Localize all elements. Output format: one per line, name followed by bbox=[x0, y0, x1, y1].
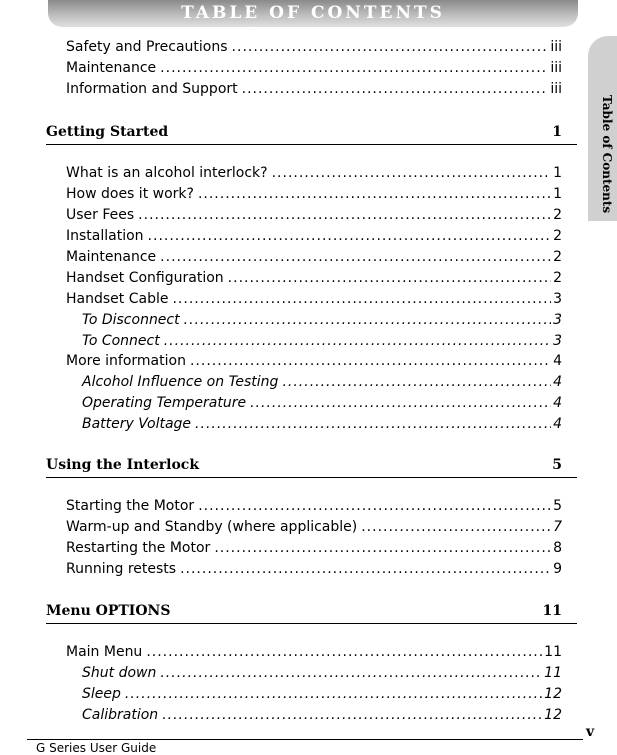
toc-entry[interactable]: How does it work? ..... 1 bbox=[66, 184, 562, 205]
toc-entry-safety[interactable]: Safety and Precautions ..... iii bbox=[66, 37, 562, 58]
toc-subentry[interactable]: Alcohol Influence on Testing ..... 4 bbox=[82, 372, 562, 393]
footer-guide-name: G Series User Guide bbox=[36, 741, 157, 755]
section-heading-getting-started[interactable]: Getting Started 1 bbox=[46, 124, 562, 140]
toc-entry[interactable]: Restarting the Motor ..... 8 bbox=[66, 538, 562, 559]
footer-rule bbox=[27, 739, 583, 740]
section-rule bbox=[46, 623, 577, 624]
toc-subentry[interactable]: Calibration ..... 12 bbox=[82, 705, 562, 726]
section-rule bbox=[46, 477, 577, 478]
toc-entry[interactable]: Handset Cable ..... 3 bbox=[66, 289, 562, 310]
section-rule bbox=[46, 144, 577, 145]
toc-entry[interactable]: What is an alcohol interlock? ..... 1 bbox=[66, 163, 562, 184]
section-heading-menu-options[interactable]: Menu OPTIONS 11 bbox=[46, 603, 562, 619]
toc-subentry[interactable]: Shut down ..... 11 bbox=[82, 663, 562, 684]
toc-title: TABLE OF CONTENTS bbox=[181, 3, 445, 23]
toc-entry[interactable]: Maintenance ..... 2 bbox=[66, 247, 562, 268]
page-number: v bbox=[586, 724, 595, 740]
toc-entry[interactable]: Installation ..... 2 bbox=[66, 226, 562, 247]
side-tab-label bbox=[597, 95, 617, 145]
toc-subentry[interactable]: Battery Voltage ..... 4 bbox=[82, 414, 562, 435]
toc-entry-info-support[interactable]: Information and Support ..... iii bbox=[66, 79, 562, 100]
toc-entry-maintenance-front[interactable]: Maintenance ..... iii bbox=[66, 58, 562, 79]
toc-subentry[interactable]: To Connect ..... 3 bbox=[82, 331, 562, 352]
section-heading-using-interlock[interactable]: Using the Interlock 5 bbox=[46, 457, 562, 473]
toc-entry[interactable]: Handset Configuration ..... 2 bbox=[66, 268, 562, 289]
toc-subentry[interactable]: To Disconnect ..... 3 bbox=[82, 310, 562, 331]
toc-entry[interactable]: More information ..... 4 bbox=[66, 351, 562, 372]
toc-subentry[interactable]: Sleep ..... 12 bbox=[82, 684, 562, 705]
toc-subentry[interactable]: Operating Temperature ..... 4 bbox=[82, 393, 562, 414]
toc-entry[interactable]: User Fees ..... 2 bbox=[66, 205, 562, 226]
toc-banner bbox=[48, 0, 578, 27]
toc-entry[interactable]: Main Menu ..... 11 bbox=[66, 642, 562, 663]
toc-entry[interactable]: Starting the Motor ..... 5 bbox=[66, 496, 562, 517]
toc-entry[interactable]: Running retests ..... 9 bbox=[66, 559, 562, 580]
toc-entry[interactable]: Warm-up and Standby (where applicable) ..... 7 bbox=[66, 517, 562, 538]
